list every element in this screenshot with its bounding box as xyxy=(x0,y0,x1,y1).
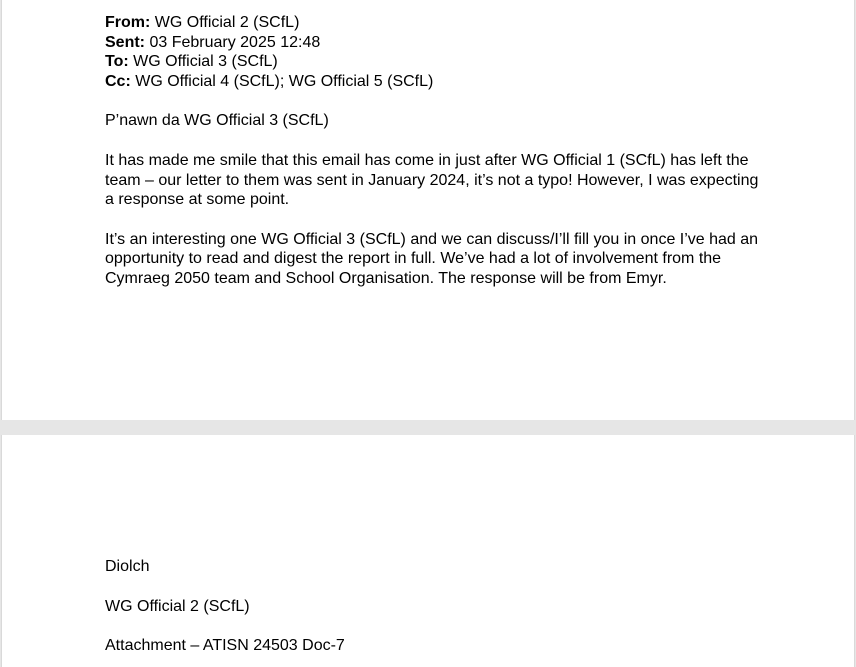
email-body-part-1 xyxy=(105,13,765,289)
cc-value: WG Official 4 (SCfL); WG Official 5 (SCfL) xyxy=(130,72,434,90)
from-value: WG Official 2 (SCfL) xyxy=(150,14,300,31)
signoff: Diolch xyxy=(105,558,150,575)
paragraph-2: It’s an interesting one WG Official 3 (SCfL) and we can discuss/I’ll fill you in once I’ve had an opportunity to read and digest the report in full. We’ve had a lot of involvement from the Cymraeg 2050 team and School Organisation. The response will be from Emyr. xyxy=(105,230,759,287)
cc-line xyxy=(105,72,765,92)
sent-label: Sent: xyxy=(105,33,145,51)
from-label: From: xyxy=(105,14,151,31)
to-line xyxy=(105,52,765,72)
document-page-2 xyxy=(1,435,855,667)
document-page-1 xyxy=(1,0,855,420)
cc-label: Cc: xyxy=(105,72,131,90)
paragraph-1: It has made me smile that this email has come in just after WG Official 1 (SCfL) has left the team – our letter to them was sent in January 2024, it’s not a typo! However, I was expecting a response at some point. xyxy=(105,151,759,209)
attachment-note: Attachment – ATISN 24503 Doc-7 xyxy=(105,637,345,655)
sent-value: 03 February 2025 12:48 xyxy=(145,33,321,51)
greeting: P’nawn da WG Official 3 (SCfL) xyxy=(105,112,329,130)
email-body-part-2 xyxy=(105,557,765,656)
to-label: To: xyxy=(105,53,129,71)
to-value: WG Official 3 (SCfL) xyxy=(128,53,278,71)
signature: WG Official 2 (SCfL) xyxy=(105,597,250,615)
from-line xyxy=(105,13,765,33)
sent-line xyxy=(105,33,765,53)
